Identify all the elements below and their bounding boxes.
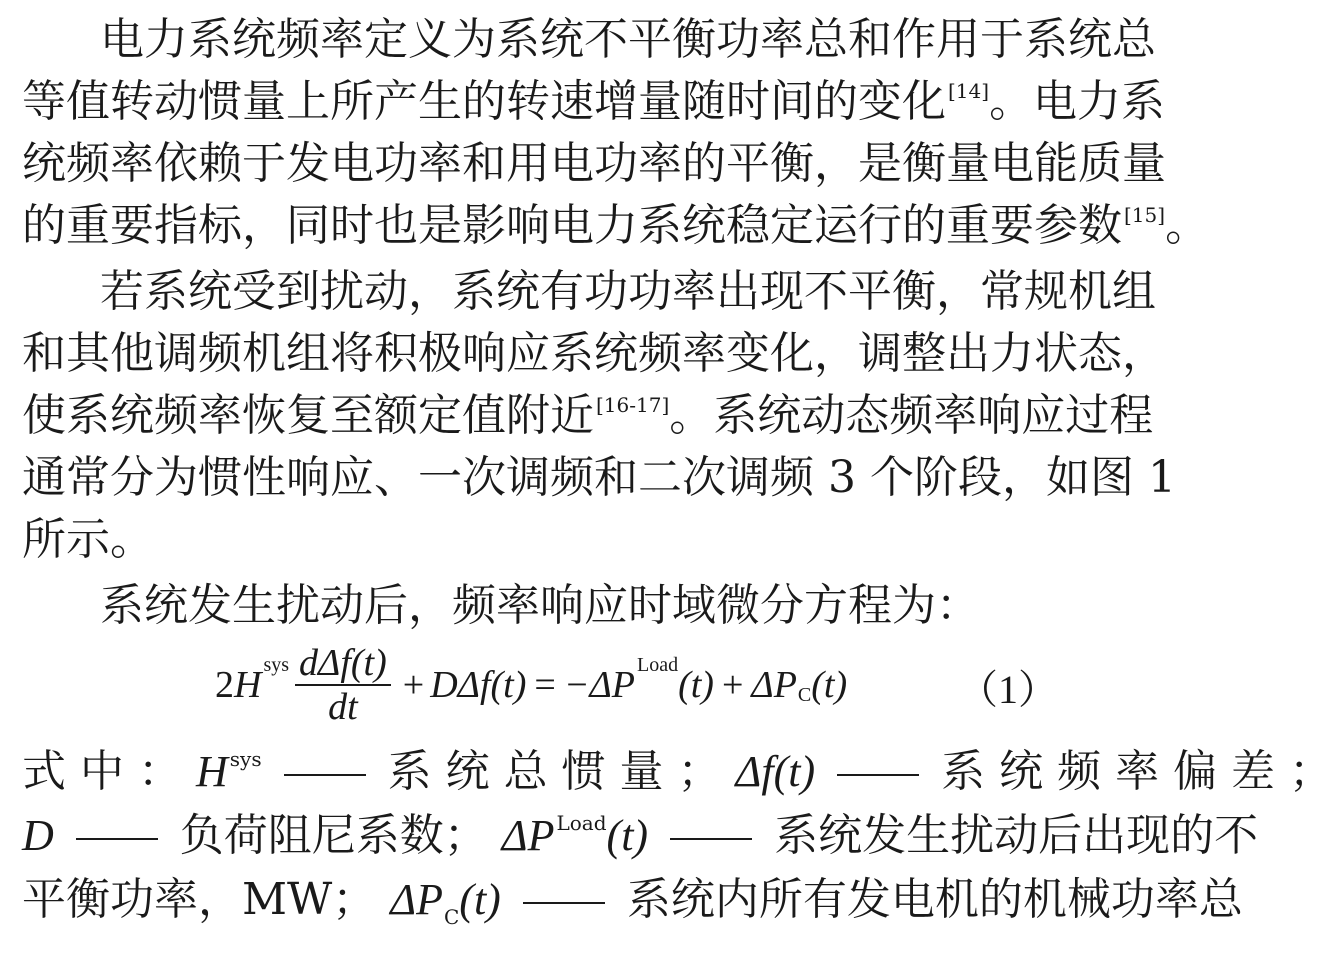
para2-line3 — [22, 386, 1154, 446]
text: 和其他调频机组将积极响应系统频率变化，调整出力状态， — [22, 328, 1166, 379]
eq-sys: sys — [263, 653, 290, 676]
text: 负荷阻尼系数； — [179, 810, 488, 861]
def-c: C — [443, 905, 460, 929]
text: 统频率依赖于发电功率和用电功率的平衡，是衡量电能质量 — [22, 138, 1166, 189]
text: 系 统 总 惯 量 ； — [387, 746, 722, 797]
citation-14: [14] — [948, 79, 990, 103]
para3-line1 — [100, 576, 1017, 636]
para1-line3 — [22, 134, 1166, 194]
para1-line1 — [100, 10, 1156, 70]
def-t: (t) — [459, 875, 501, 924]
eq-coef: 2 — [215, 664, 234, 706]
para2-line5 — [22, 510, 1017, 570]
text: 电力系统频率定义为系统不平衡功率总和作用于系统总 — [100, 14, 1156, 65]
eq-equals: = — [534, 664, 556, 706]
def-sys: sys — [229, 747, 262, 771]
equation-number: （1） — [958, 667, 1058, 712]
def-line1 — [22, 742, 1333, 802]
em-dash — [523, 902, 605, 904]
em-dash — [670, 838, 752, 840]
eq-dpc: ΔP — [751, 664, 797, 706]
text: 等值转动惯量上所产生的转速增量随时间的变化 — [22, 76, 946, 127]
eq-t: (t) — [678, 664, 714, 706]
eq-load: Load — [636, 653, 679, 676]
text: 式 中 ： — [22, 746, 182, 797]
def-line3 — [22, 870, 1243, 930]
para1-line2 — [22, 72, 1166, 132]
def-df: Δf(t) — [735, 747, 816, 796]
def-t: (t) — [606, 811, 649, 860]
citation-15: [15] — [1124, 203, 1166, 227]
text: 系统发生扰动后出现的不 — [774, 810, 1259, 861]
eq-numerator: dΔf(t) — [299, 642, 387, 684]
equation-1 — [215, 640, 855, 730]
def-dpload: ΔP — [501, 811, 555, 860]
eq-c: C — [797, 683, 812, 706]
text: 使系统频率恢复至额定值附近 — [22, 390, 594, 441]
em-dash — [284, 774, 366, 776]
text: 所示。 — [22, 514, 154, 565]
eq-denominator: dt — [328, 686, 358, 728]
eq-dp: −ΔP — [563, 664, 635, 706]
text: 系 统 频 率 偏 差 ； — [941, 746, 1333, 797]
eq-H: H — [234, 664, 262, 706]
para2-line1 — [100, 262, 1156, 322]
text: 。 — [1165, 200, 1210, 251]
text: 若系统受到扰动，系统有功功率出现不平衡，常规机组 — [100, 266, 1156, 317]
eq-t: (t) — [811, 664, 848, 706]
eq-damping: DΔf(t) — [430, 664, 527, 706]
text: 。电力系 — [989, 76, 1166, 127]
text: 系统发生扰动后，频率响应时域微分方程为： — [100, 580, 980, 631]
text: 系统内所有发电机的机械功率总 — [626, 874, 1243, 925]
def-load: Load — [556, 811, 607, 835]
def-line2 — [22, 806, 1259, 866]
text: 平衡功率，MW； — [22, 874, 377, 925]
def-H: H — [195, 747, 228, 796]
text: 的重要指标，同时也是影响电力系统稳定运行的重要参数 — [22, 200, 1122, 251]
citation-16-17: [16-17] — [596, 393, 670, 417]
eq-fraction — [295, 642, 391, 728]
para2-line2 — [22, 324, 1166, 384]
def-D: D — [22, 811, 54, 860]
para2-line4 — [22, 448, 1176, 508]
eq-plus: + — [721, 664, 744, 706]
para1-line4 — [22, 196, 1210, 256]
def-dpc: ΔP — [390, 875, 443, 924]
text: 。系统动态频率响应过程 — [669, 390, 1154, 441]
eq-plus: + — [402, 664, 425, 706]
em-dash — [76, 838, 158, 840]
text: 通常分为惯性响应、一次调频和二次调频 3 个阶段，如图 1 — [22, 452, 1176, 503]
em-dash — [837, 774, 919, 776]
